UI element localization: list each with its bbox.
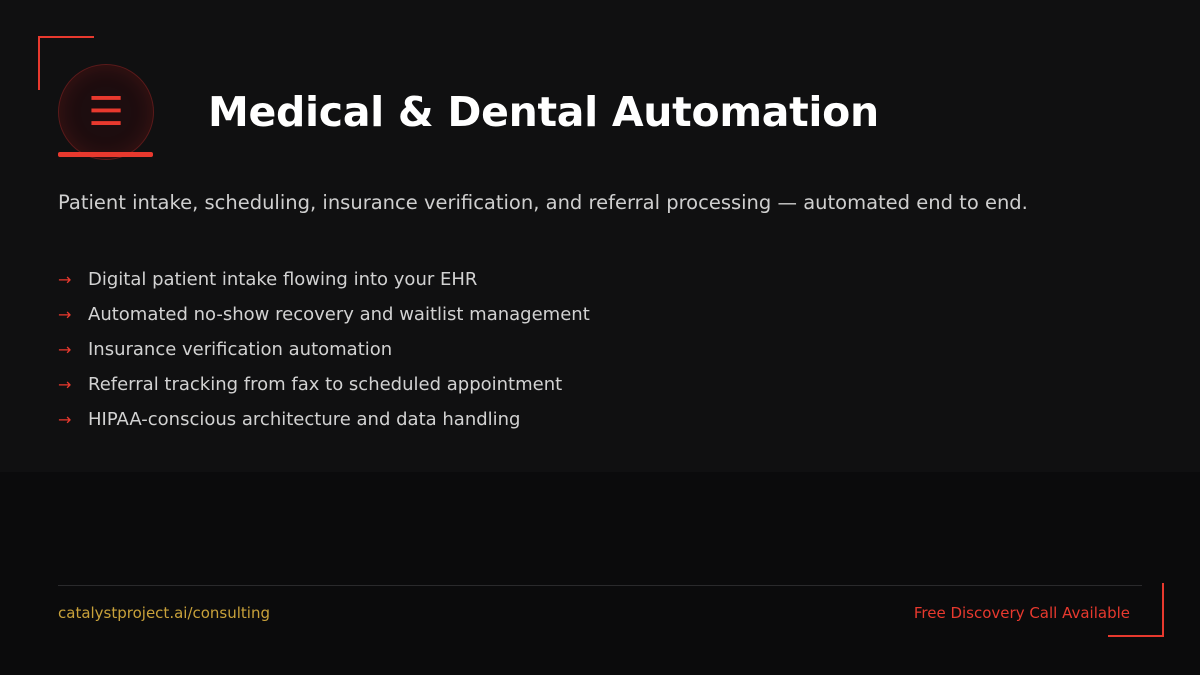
list-item	[58, 338, 1118, 362]
list-item-label: HIPAA-conscious architecture and data handling	[88, 409, 521, 430]
footer-website-link[interactable]: catalystproject.ai/consulting	[58, 604, 270, 622]
arrow-right-icon: →	[58, 305, 72, 324]
footer-cta-label[interactable]: Free Discovery Call Available	[913, 604, 1130, 622]
arrow-right-icon: →	[58, 410, 72, 429]
arrow-right-icon: →	[58, 340, 72, 359]
badge-underline	[58, 152, 153, 157]
list-item	[58, 268, 1118, 292]
list-item	[58, 303, 1118, 327]
arrow-right-icon: →	[58, 375, 72, 394]
bullet-list	[58, 268, 1118, 443]
list-item-label: Digital patient intake flowing into your EHR	[88, 269, 478, 290]
footer-divider	[58, 585, 1142, 586]
list-item-label: Insurance verification automation	[88, 339, 393, 360]
background-band-bottom	[0, 472, 1200, 675]
arrow-right-icon: →	[58, 270, 72, 289]
slide-subtitle: Patient intake, scheduling, insurance verification, and referral processing — automated end to end.	[58, 191, 1028, 214]
list-item-label: Automated no-show recovery and waitlist management	[88, 304, 590, 325]
list-item	[58, 408, 1118, 432]
list-item	[58, 373, 1118, 397]
slide-header	[58, 64, 879, 160]
badge-glyph: ☰	[88, 89, 124, 135]
list-item-label: Referral tracking from fax to scheduled appointment	[88, 374, 563, 395]
medical-cross-icon	[58, 64, 154, 160]
page-title: Medical & Dental Automation	[208, 88, 879, 136]
